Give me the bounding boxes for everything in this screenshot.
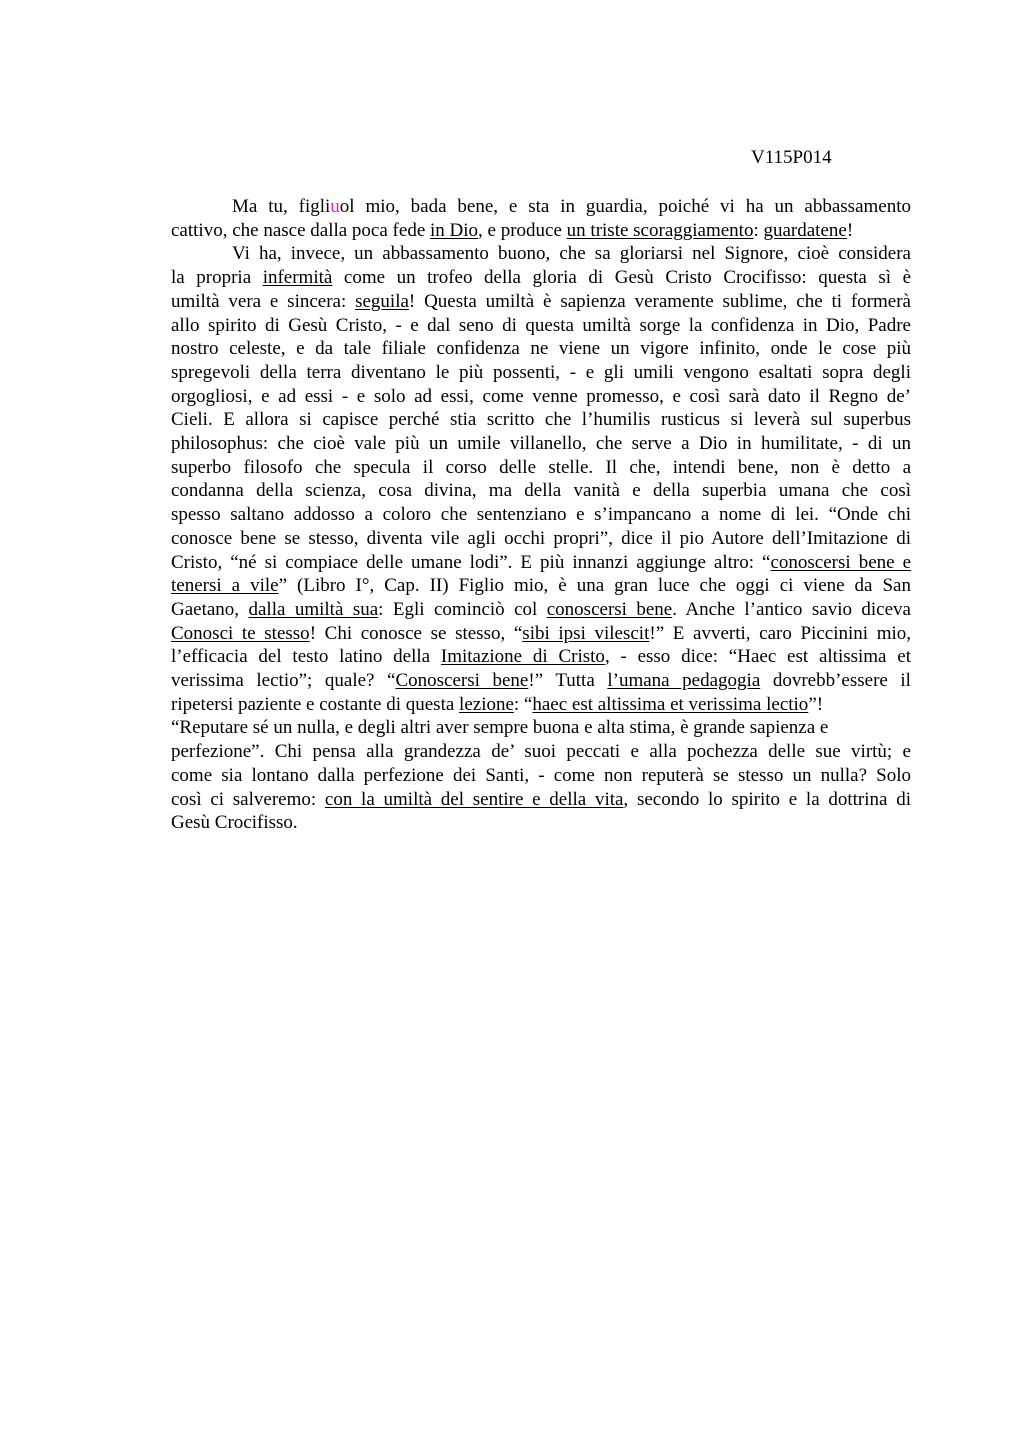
underlined-text: l’umana pedagogia — [607, 670, 761, 692]
text-segment: allo spirito di Gesù Cristo, - e dal seno di questa umiltà sorge la confidenza in Dio, Padre — [171, 314, 911, 336]
text-segment: ” (Libro I°, Cap. II) Figlio mio, è una gran luce che oggi ci viene da San — [278, 575, 911, 597]
text-segment: la propria — [171, 267, 263, 289]
text-line — [171, 432, 911, 456]
text-segment: cattivo, che nasce dalla poca fede — [171, 219, 430, 241]
text-line — [171, 337, 911, 361]
text-segment: ol mio, bada bene, e sta in guardia, poiché vi ha un abbassamento — [339, 196, 911, 217]
text-line — [171, 645, 911, 669]
text-segment: ”! — [808, 693, 824, 715]
text-segment: ! Chi conosce se stesso, “ — [309, 622, 523, 644]
underlined-text: seguila — [355, 290, 409, 312]
text-segment: philosophus: che cioè vale più un umile villanello, che serve a Dio in humilitate, - di un — [171, 433, 911, 455]
text-line — [171, 266, 911, 290]
highlighted-letter: u — [330, 196, 340, 217]
text-segment: nostro celeste, e da tale filiale confidenza ne viene un vigore infinito, onde le cose più — [171, 338, 911, 360]
text-segment: : Egli cominciò col — [378, 598, 547, 620]
text-segment: come sia lontano dalla perfezione dei Santi, - come non reputerà se stesso un nulla? Solo — [171, 764, 911, 786]
text-line — [171, 574, 911, 598]
underlined-text: guardatene — [763, 219, 847, 241]
underlined-text: haec est altissima et verissima lectio — [532, 693, 809, 715]
text-line — [171, 385, 911, 409]
underlined-text: Conosci te stesso — [171, 622, 310, 644]
text-line — [171, 788, 911, 812]
text-line — [171, 242, 911, 266]
underlined-text: tenersi a vile — [171, 575, 279, 597]
text-line — [171, 740, 911, 764]
text-line — [171, 290, 911, 314]
text-segment: Vi ha, invece, un abbassamento buono, che sa gloriarsi nel Signore, cioè considera — [232, 243, 911, 265]
text-line — [171, 811, 911, 835]
text-segment: Gesù Crocifisso. — [171, 812, 298, 834]
text-line — [171, 527, 911, 551]
text-segment: umiltà vera e sincera: — [171, 290, 356, 312]
text-segment: . Anche l’antico savio diceva — [672, 598, 911, 620]
text-segment: spesso saltano addosso a coloro che sentenziano e s’impancano a nome di lei. “Onde chi — [171, 504, 911, 526]
text-line — [171, 479, 911, 503]
underlined-text: conoscersi bene e — [770, 551, 912, 573]
text-segment: ripetersi paziente e costante di questa — [171, 693, 460, 715]
underlined-text: con la umiltà del sentire e della vita — [324, 788, 624, 810]
text-line — [171, 693, 911, 717]
text-segment: verissima lectio”; quale? “ — [171, 670, 396, 692]
text-segment: conosce bene se stesso, diventa vile agli occhi propri”, dice il pio Autore dell’Imitazione di — [171, 527, 911, 549]
underlined-text: dalla umiltà sua — [248, 598, 379, 620]
text-segment: , secondo lo spirito e la dottrina di — [623, 788, 911, 810]
underlined-text: infermità — [262, 267, 333, 289]
body-text — [171, 195, 911, 835]
text-line — [171, 598, 911, 622]
underlined-text: sibi ipsi vilescit — [522, 622, 650, 644]
underlined-text: in Dio — [430, 219, 479, 241]
text-segment: perfezione”. Chi pensa alla grandezza de’ suoi peccati e alla pochezza delle sue virtù; e — [171, 741, 911, 763]
text-segment: così ci salveremo: — [171, 788, 325, 810]
text-line — [171, 219, 911, 243]
text-segment: Cieli. E allora si capisce perché stia scritto che l’humilis rusticus si leverà sul superbus — [171, 409, 911, 431]
text-segment: , e produce — [478, 219, 567, 241]
text-segment: !” E avverti, caro Piccinini mio, — [649, 622, 912, 644]
text-line — [171, 551, 911, 575]
text-segment: Cristo, “né si compiace delle umane lodi”. E più innanzi aggiunge altro: “ — [171, 551, 771, 573]
text-line — [171, 764, 911, 788]
text-segment: ! Questa umiltà è sapienza veramente sublime, che ti formerà — [408, 290, 911, 312]
text-line — [171, 669, 911, 693]
text-segment: : — [753, 219, 764, 241]
text-segment: dovrebb’essere il — [760, 670, 911, 692]
text-segment: ! — [846, 219, 854, 241]
underlined-text: un triste scoraggiamento — [566, 219, 754, 241]
text-segment: orgogliosi, e ad essi - e solo ad essi, come venne promesso, e così sarà dato il Regno de’ — [171, 385, 911, 407]
underlined-text: Conoscersi bene — [395, 670, 529, 692]
text-segment: Ma tu, figli — [232, 196, 331, 217]
text-segment: spregevoli della terra diventano le più possenti, - e gli umili vengono esaltati sopra degli — [171, 361, 911, 383]
text-segment: l’efficacia del testo latino della — [171, 646, 441, 668]
text-segment: “Reputare sé un nulla, e degli altri aver sempre buona e alta stima, è grande sapienza e — [171, 717, 829, 739]
underlined-text: lezione — [459, 693, 514, 715]
text-line — [171, 408, 911, 432]
text-segment: condanna della scienza, cosa divina, ma della vanità e della superbia umana che così — [171, 480, 911, 502]
text-line — [171, 456, 911, 480]
text-segment: : “ — [513, 693, 533, 715]
text-line — [171, 195, 911, 219]
page-code: V115P014 — [751, 147, 832, 168]
text-segment: superbo filosofo che specula il corso delle stelle. Il che, intendi bene, non è detto a — [171, 456, 911, 478]
text-line — [171, 622, 911, 646]
text-line — [171, 716, 911, 740]
underlined-text: Imitazione di Cristo — [440, 646, 605, 668]
text-segment: come un trofeo della gloria di Gesù Cristo Crocifisso: questa sì è — [332, 267, 912, 289]
text-segment: !” Tutta — [528, 670, 608, 692]
text-line — [171, 503, 911, 527]
text-segment: Gaetano, — [171, 598, 249, 620]
text-line — [171, 314, 911, 338]
underlined-text: conoscersi bene — [546, 598, 673, 620]
text-line — [171, 361, 911, 385]
text-segment: , - esso dice: “Haec est altissima et — [604, 646, 911, 668]
